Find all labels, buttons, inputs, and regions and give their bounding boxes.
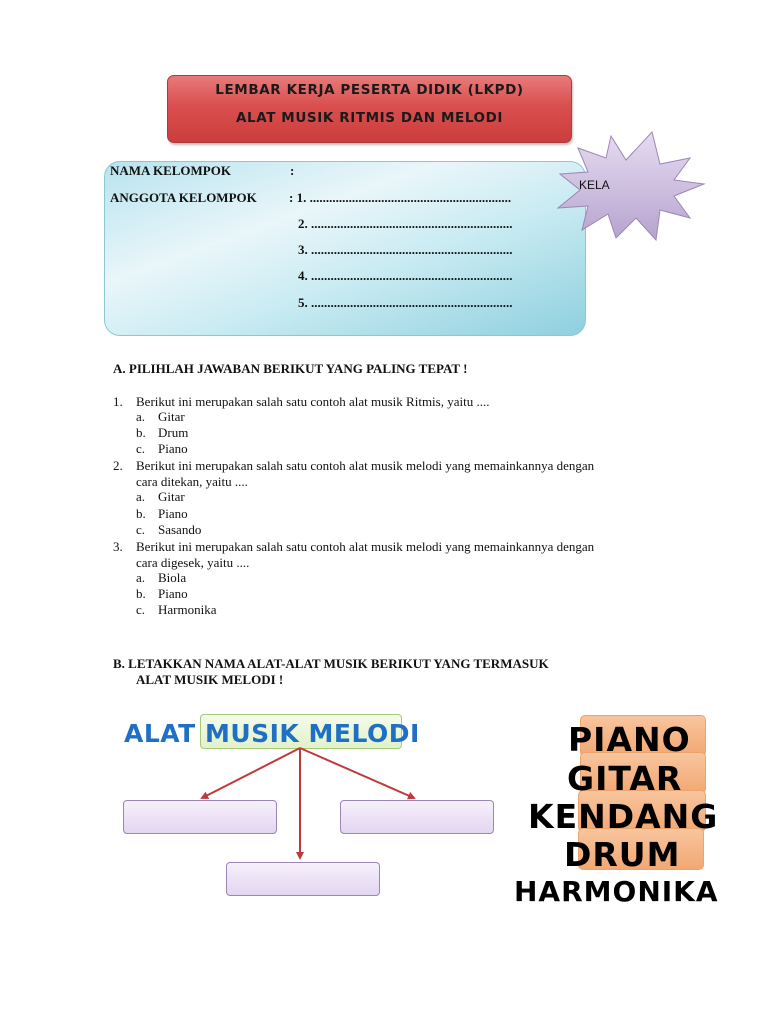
q2-number: 2. [113, 458, 123, 473]
title-line-2: ALAT MUSIK RITMIS DAN MELODI [235, 110, 504, 126]
q3-option-c: Harmonika [158, 602, 217, 617]
member-line-4: 4. .............................................................. [298, 268, 513, 283]
q2-option-c-letter: c. [136, 522, 146, 537]
q3-option-c-letter: c. [136, 602, 146, 617]
section-b-heading-line-1: B. LETAKKAN NAMA ALAT-ALAT MUSIK BERIKUT YANG TERMASUK [113, 656, 549, 671]
q1-option-a-letter: a. [136, 409, 146, 424]
q2-text-line-1: Berikut ini merupakan salah satu contoh alat musik melodi yang memainkannya dengan [136, 458, 595, 473]
q2-text-line-2: cara ditekan, yaitu .... [136, 474, 248, 489]
q1-option-c: Piano [158, 441, 188, 456]
q3-option-a: Biola [158, 570, 187, 585]
title-banner [167, 75, 572, 143]
title-line-1: LEMBAR KERJA PESERTA DIDIK (LKPD) [215, 82, 524, 98]
q3-text-line-2: cara digesek, yaitu .... [136, 555, 250, 570]
member-line-1: : 1. .............................................................. [289, 190, 512, 205]
q2-option-b: Piano [158, 506, 188, 521]
word-kendang: KENDANG [528, 797, 719, 836]
word-gitar: GITAR [567, 759, 683, 798]
member-line-3: 3. .............................................................. [298, 242, 513, 257]
section-b-heading-line-2: ALAT MUSIK MELODI ! [136, 672, 284, 687]
q3-option-a-letter: a. [136, 570, 146, 585]
member-line-5: 5. .............................................................. [298, 295, 513, 310]
group-name-colon: : [290, 163, 295, 178]
q2-option-b-letter: b. [136, 506, 146, 521]
answer-box-left[interactable] [123, 800, 277, 834]
q3-number: 3. [113, 539, 123, 554]
word-drum: DRUM [564, 835, 681, 874]
diagram-title: ALAT MUSIK MELODI [124, 719, 420, 748]
q1-option-b: Drum [158, 425, 189, 440]
q2-option-a: Gitar [158, 489, 185, 504]
answer-box-bottom[interactable] [226, 862, 380, 896]
member-line-2: 2. .............................................................. [298, 216, 513, 231]
word-piano: PIANO [568, 720, 691, 759]
q1-number: 1. [113, 394, 123, 409]
star-label: KELA [579, 178, 610, 192]
q1-option-b-letter: b. [136, 425, 146, 440]
word-harmonika: HARMONIKA [514, 875, 719, 908]
group-name-label: NAMA KELOMPOK [110, 163, 231, 178]
q1-option-a: Gitar [158, 409, 185, 424]
q3-option-b: Piano [158, 586, 188, 601]
answer-box-right[interactable] [340, 800, 494, 834]
q3-option-b-letter: b. [136, 586, 146, 601]
q1-text: Berikut ini merupakan salah satu contoh alat musik Ritmis, yaitu .... [136, 394, 490, 409]
q2-option-a-letter: a. [136, 489, 146, 504]
q3-text-line-1: Berikut ini merupakan salah satu contoh alat musik melodi yang memainkannya dengan [136, 539, 595, 554]
section-a-heading: A. PILIHLAH JAWABAN BERIKUT YANG PALING TEPAT ! [113, 361, 468, 376]
q1-option-c-letter: c. [136, 441, 146, 456]
group-members-label: ANGGOTA KELOMPOK [110, 190, 257, 205]
q2-option-c: Sasando [158, 522, 202, 537]
